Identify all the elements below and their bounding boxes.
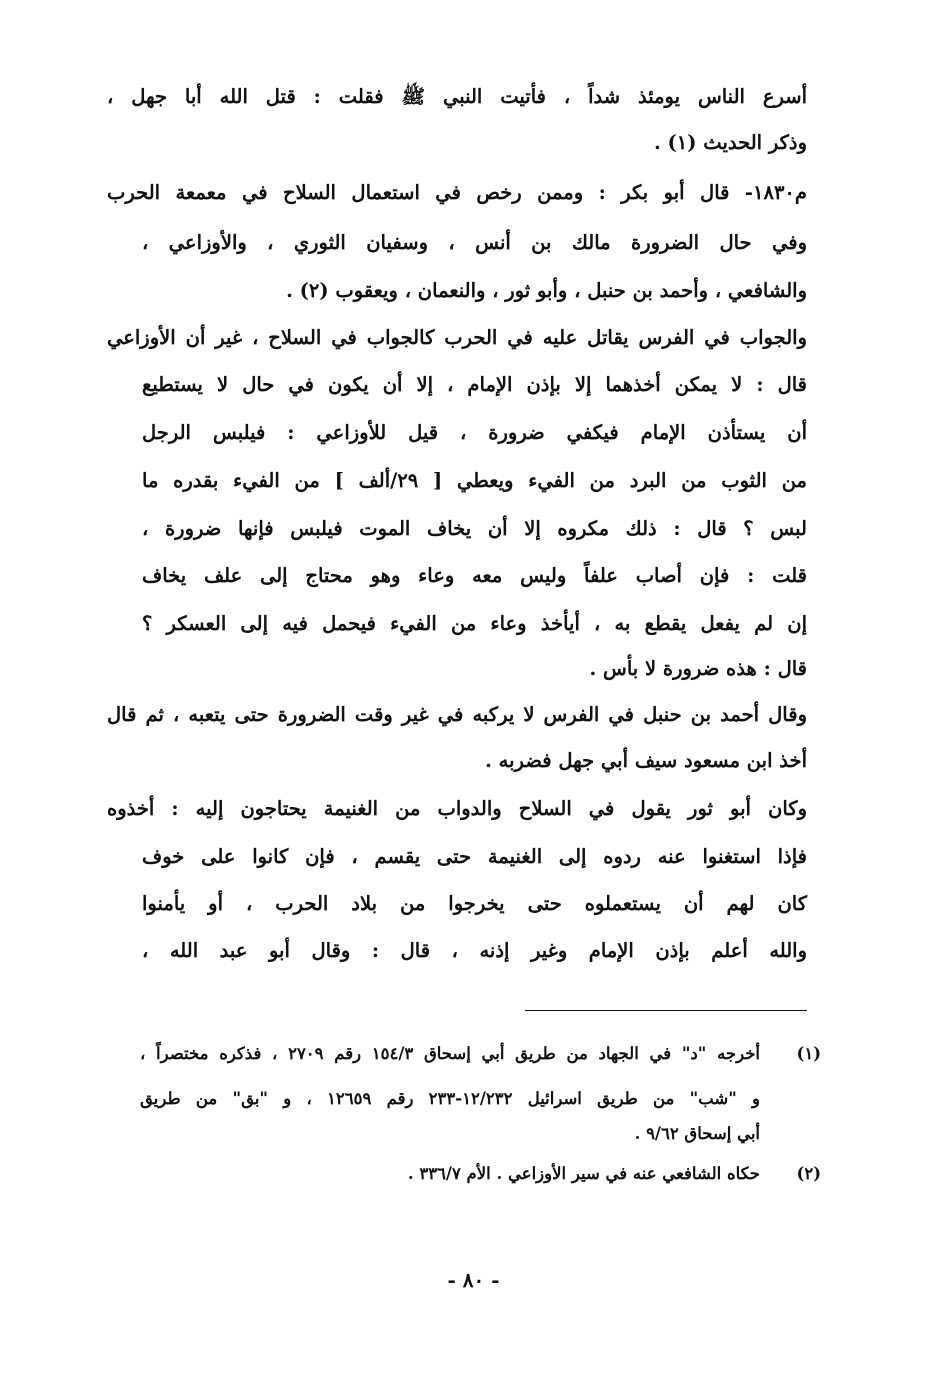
body-line: كان لهم أن يستعملوه حتى يخرجوا من بلاد الحرب ، أو يأمنوا	[142, 892, 807, 915]
body-line: م١٨٣٠- قال أبو بكر : وممن رخص في استعمال السلاح في معمعة الحرب	[107, 181, 807, 204]
body-line: أن يستأذن الإمام فيكفي ضرورة ، قيل للأوزاعي : فيلبس الرجل	[142, 421, 807, 444]
body-line: قلت : فإن أصاب علفاً وليس معه وعاء وهو محتاج إلى علف يخاف	[142, 564, 807, 587]
body-line: وكان أبو ثور يقول في السلاح والدواب من الغنيمة يحتاجون إليه : أخذوه	[107, 797, 807, 820]
footnote-marker: (١)	[796, 1044, 821, 1063]
footnote-line: حكاه الشافعي عنه في سير الأوزاعي . الأم ٣٣٦/٧ .	[407, 1164, 760, 1183]
body-line: وذكر الحديث (١) .	[653, 131, 807, 154]
body-line: فإذا استغنوا عنه ردوه إلى الغنيمة حتى يقسم ، فإن كانوا على خوف	[142, 845, 807, 868]
footnote-marker: (٢)	[796, 1164, 821, 1183]
body-line: والشافعي ، وأحمد بن حنبل ، وأبو ثور ، والنعمان ، ويعقوب (٢) .	[286, 279, 807, 302]
body-line: أخذ ابن مسعود سيف أبي جهل فضربه .	[485, 749, 807, 772]
footnote-separator	[525, 1010, 807, 1011]
body-line: أسرع الناس يومئذ شداً ، فأتيت النبي ﷺ فقلت : قتل الله أبا جهل ،	[107, 85, 807, 108]
body-line: وقال أحمد بن حنبل في الفرس لا يركبه في غير وقت الضرورة حتى يتعبه ، ثم قال	[107, 703, 807, 726]
body-line: قال : لا يمكن أخذهما إلا بإذن الإمام ، إلا أن يكون في حال لا يستطيع	[142, 373, 807, 396]
body-line: لبس ؟ قال : ذلك مكروه إلا أن يخاف الموت فيلبس فإنها ضرورة ،	[142, 517, 807, 540]
page-number: - ٨٠ -	[447, 1268, 500, 1292]
body-line: والله أعلم بإذن الإمام وغير إذنه ، قال : وقال أبو عبد الله ،	[142, 939, 807, 962]
body-line: والجواب في الفرس يقاتل عليه في الحرب كالجواب في السلاح ، غير أن الأوزاعي	[107, 326, 807, 349]
body-line: قال : هذه ضرورة لا بأس .	[589, 657, 807, 680]
footnote-line: أخرجه "د" في الجهاد من طريق أبي إسحاق ١٥٤/٣ رقم ٢٧٠٩ ، فذكره مختصراً ،	[140, 1044, 761, 1063]
body-line: وفي حال الضرورة مالك بن أنس ، وسفيان الثوري ، والأوزاعي ،	[142, 231, 807, 254]
footnote-line: و "شب" من طريق اسرائيل ١٢/٢٣٢-٢٣٣ رقم ١٢٦٥٩ ، و "بق" من طريق	[140, 1089, 761, 1108]
body-line: إن لم يفعل يقطع به ، أيأخذ وعاء من الفيء فيحمل فيه إلى العسكر ؟	[142, 612, 807, 635]
footnote-line: أبي إسحاق ٩/٦٢ .	[634, 1124, 760, 1143]
body-line: من الثوب من البرد من الفيء ويعطي [ ٢٩/ألف ] من الفيء بقدره ما	[142, 469, 807, 492]
